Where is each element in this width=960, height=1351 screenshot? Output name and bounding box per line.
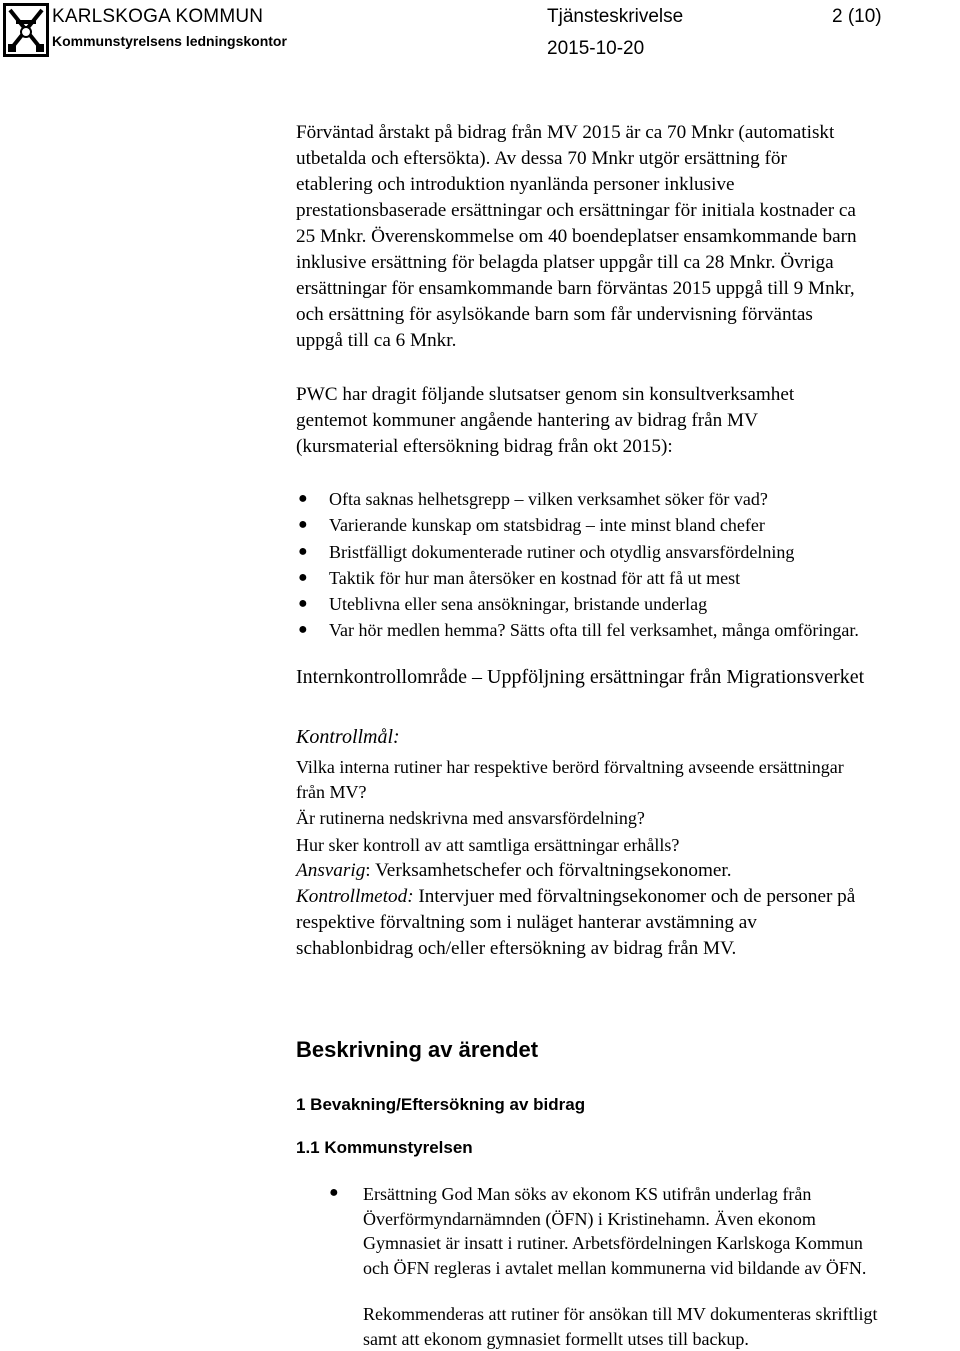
- text-line: och ersättning för asylsökande barn som får undervisning förväntas: [296, 304, 813, 325]
- text-line: etablering och introduktion nyanlända personer inklusive: [296, 174, 735, 195]
- list-item: ● Varierande kunskap om statsbidrag – inte minst bland chefer: [329, 512, 959, 538]
- list-item: ● Bristfälligt dokumenterade rutiner och otydlig ansvarsfördelning: [329, 539, 959, 565]
- crossed-swords-shield-icon: [2, 2, 50, 58]
- ansvarig-label: Ansvarig: [296, 860, 366, 881]
- text-line: och ÖFN regleras i avtalet mellan kommunerna vid bildande av ÖFN.: [363, 1257, 867, 1278]
- text-line: inklusive ersättning för belagda platser uppgår till ca 28 Mnkr. Övriga: [296, 252, 834, 273]
- sub-heading: 1 Bevakning/Eftersökning av bidrag: [296, 1095, 586, 1114]
- bullet-icon: ●: [298, 490, 308, 507]
- list-item: ● Var hör medlen hemma? Sätts ofta till fel verksamhet, många omföringar.: [329, 617, 959, 643]
- text-line: schablonbidrag och/eller eftersökning av bidrag från MV.: [296, 938, 737, 959]
- page-number: 2 (10): [832, 6, 882, 27]
- pwc-findings-list: [298, 486, 959, 644]
- text-line: Förväntad årstakt på bidrag från MV 2015 är ca 70 Mnkr (automatiskt: [296, 122, 835, 143]
- text-line: utbetalda och eftersökta). Av dessa 70 Mnkr utgör ersättning för: [296, 148, 787, 169]
- internal-control-heading: Internkontrollområde – Uppföljning ersättningar från Migrationsverket: [296, 666, 865, 688]
- text-line: Intervjuer med förvaltningsekonomer och de personer på: [413, 886, 856, 907]
- kontrollmal-label: Kontrollmål:: [296, 726, 400, 748]
- text-line: Hur sker kontroll av att samtliga ersättningar erhålls?: [296, 834, 680, 855]
- text-line: Överförmyndarnämnden (ÖFN) i Kristinehamn. Även ekonom: [363, 1208, 816, 1229]
- ansvarig-line: [296, 858, 960, 884]
- document-type: Tjänsteskrivelse: [547, 6, 684, 27]
- paragraph-pwc-conclusions: [296, 382, 960, 460]
- text-line: 25 Mnkr. Överenskommelse om 40 boendeplatser ensamkommande barn: [296, 226, 857, 247]
- kontrollmetod-label: Kontrollmetod:: [296, 886, 414, 907]
- ansvarig-text: : Verksamhetschefer och förvaltningsekonomer.: [365, 860, 732, 881]
- list-item: ● Uteblivna eller sena ansökningar, bristande underlag: [329, 591, 959, 617]
- ks-bullet-text: [363, 1182, 958, 1280]
- document-date: 2015-10-20: [547, 38, 645, 59]
- bullet-icon: ●: [298, 595, 308, 613]
- text-line: PWC har dragit följande slutsatser genom sin konsultverksamhet: [296, 384, 795, 405]
- text-line: samt att ekonom gymnasiet formellt utses till backup.: [363, 1328, 749, 1349]
- kontrollmal-questions: [296, 755, 960, 857]
- text-line: från MV?: [296, 781, 367, 802]
- text-line: uppgå till ca 6 Mnkr.: [296, 330, 457, 351]
- text-line: Rekommenderas att rutiner för ansökan till MV dokumenteras skriftligt: [363, 1304, 878, 1324]
- text-line: Är rutinerna nedskrivna med ansvarsfördelning?: [296, 808, 645, 828]
- bullet-icon: ●: [298, 568, 308, 586]
- bullet-icon: ●: [329, 1184, 339, 1201]
- list-item: ● Taktik för hur man återsöker en kostnad för att få ut mest: [329, 565, 959, 591]
- recommendation-text: [363, 1302, 958, 1351]
- paragraph-expected-revenue: [296, 120, 960, 354]
- text-line: prestationsbaserade ersättningar och ersättningar för initiala kostnader ca: [296, 200, 856, 221]
- sub-sub-heading: 1.1 Kommunstyrelsen: [296, 1138, 473, 1157]
- list-item: ● Ofta saknas helhetsgrepp – vilken verksamhet söker för vad?: [329, 486, 959, 512]
- section-heading: Beskrivning av ärendet: [296, 1037, 539, 1062]
- bullet-icon: ●: [298, 516, 308, 534]
- text-line: gentemot kommuner angående hantering av bidrag från MV: [296, 410, 758, 431]
- text-line: Gymnasiet är insatt i rutiner. Arbetsfördelningen Karlskoga Kommun: [363, 1233, 863, 1253]
- text-line: respektive förvaltning som i nuläget hanterar avstämning av: [296, 912, 757, 933]
- text-line: ersättningar för ensamkommande barn förväntas 2015 uppgå till 9 Mnkr,: [296, 278, 855, 299]
- kontrollmetod-block: [296, 884, 960, 962]
- bullet-icon: ●: [298, 621, 308, 639]
- org-name: KARLSKOGA KOMMUN: [52, 6, 264, 27]
- text-line: Ersättning God Man söks av ekonom KS utifrån underlag från: [363, 1184, 812, 1204]
- bullet-icon: ●: [298, 542, 308, 560]
- text-line: (kursmaterial eftersökning bidrag från okt 2015):: [296, 436, 673, 457]
- org-unit: Kommunstyrelsens ledningskontor: [52, 33, 287, 49]
- text-line: Vilka interna rutiner har respektive berörd förvaltning avseende ersättningar: [296, 757, 844, 777]
